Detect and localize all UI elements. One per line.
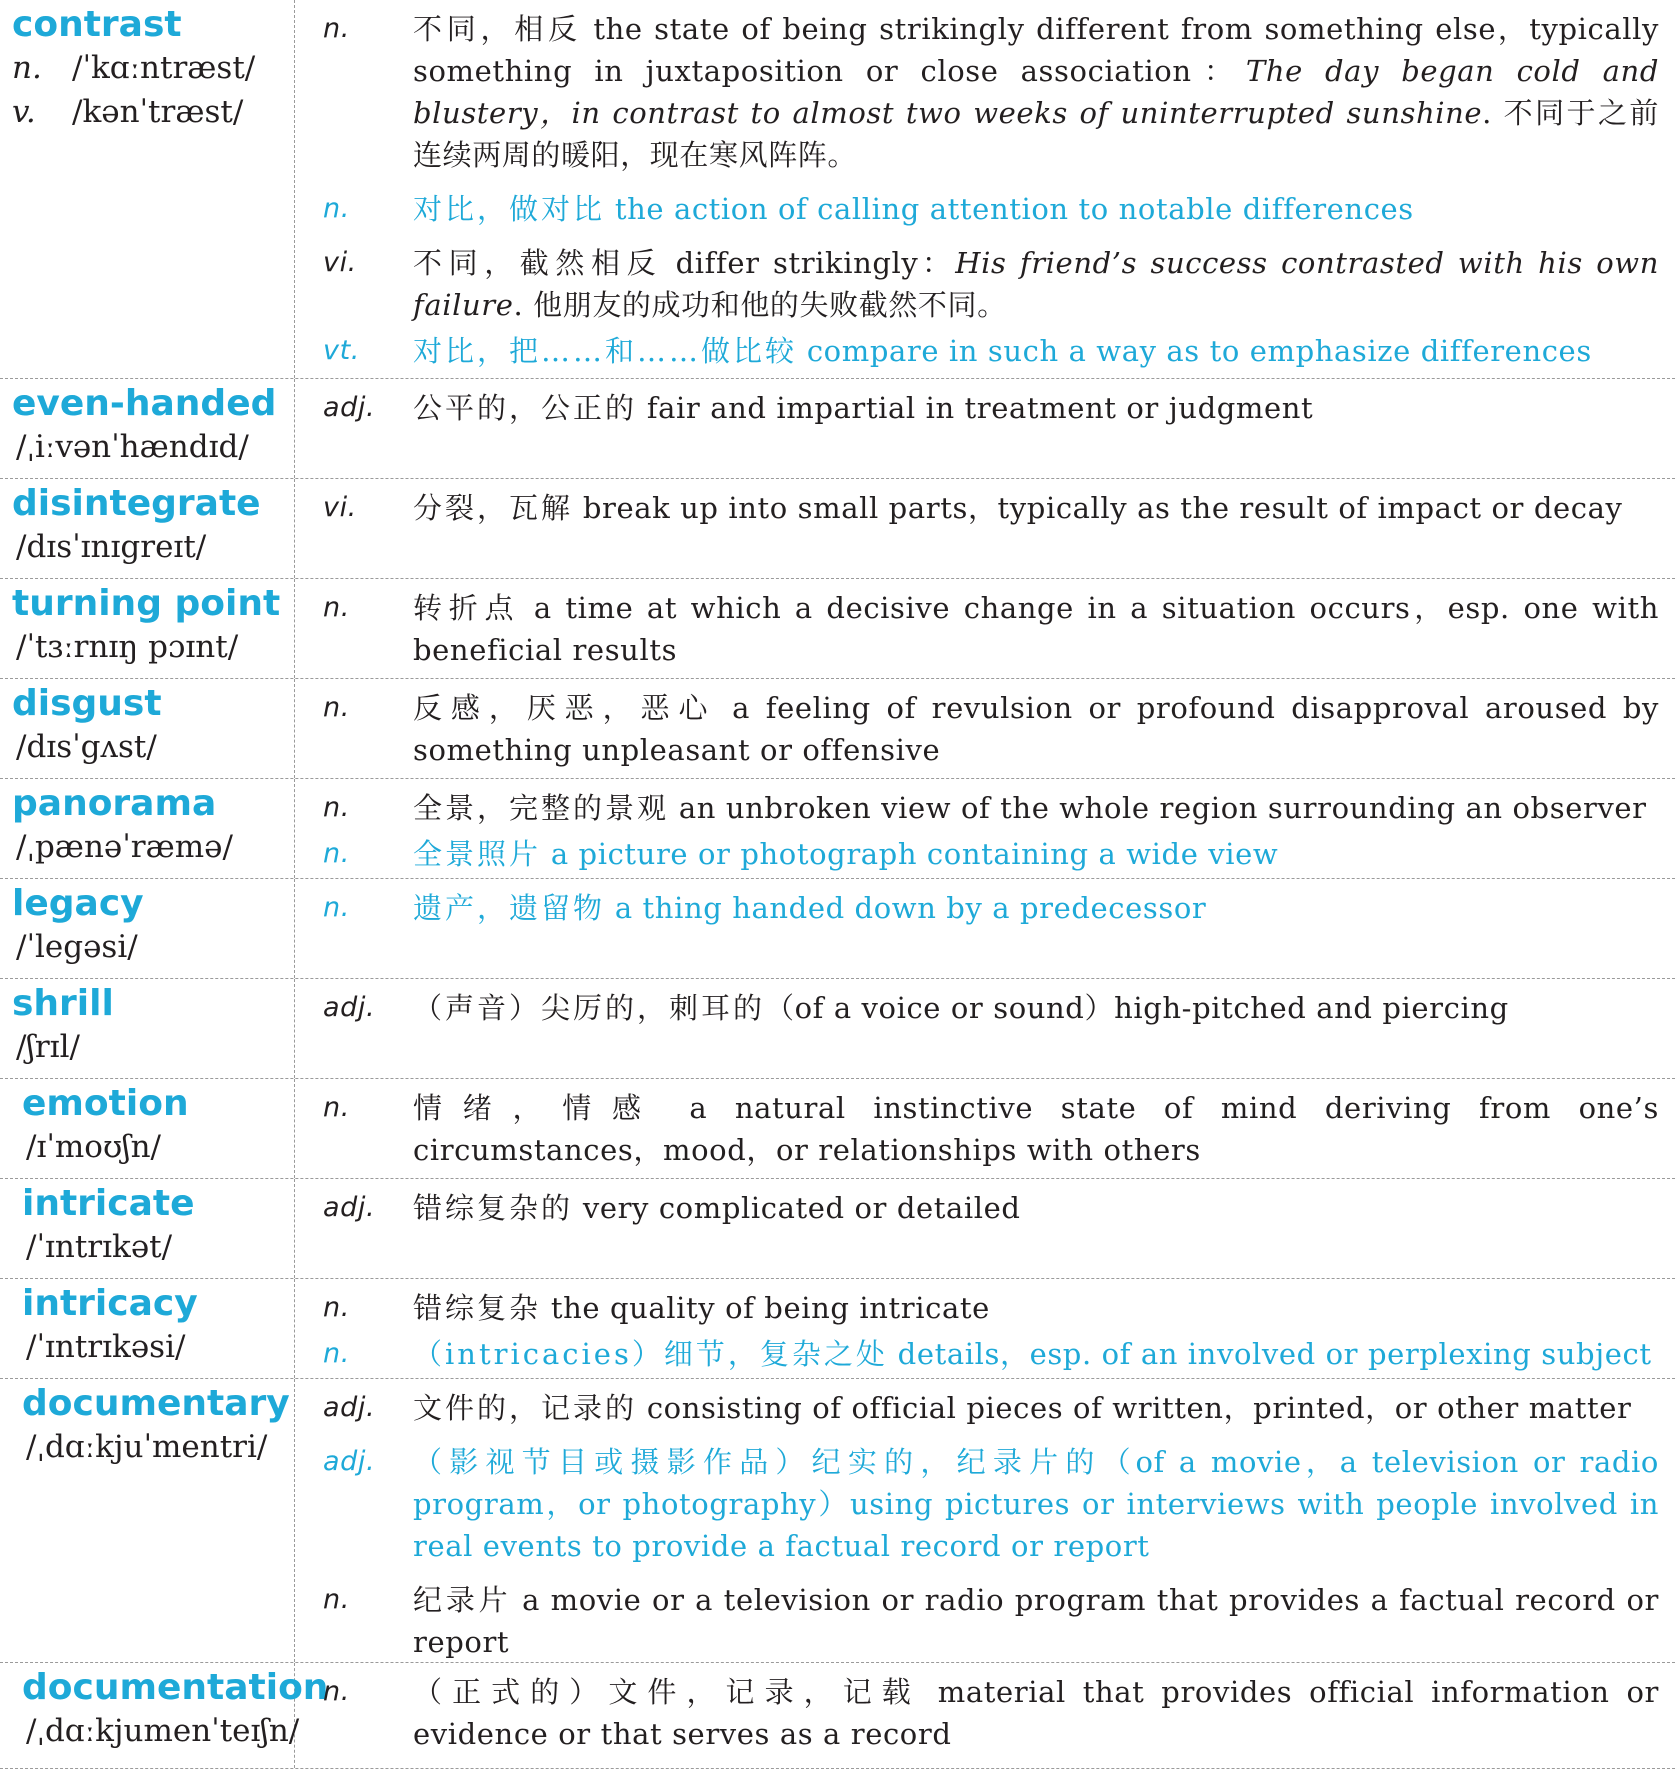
chinese-gloss: 错综复杂 (413, 1291, 542, 1325)
headword-cell (0, 779, 295, 878)
entry-row (0, 1079, 1675, 1179)
entry-row (0, 679, 1675, 779)
chinese-gloss: 分裂，瓦解 (413, 491, 574, 525)
pronunciation (12, 725, 288, 769)
pronunciation (12, 625, 288, 669)
definition-cell (295, 0, 1675, 378)
pronunciation (12, 46, 288, 90)
definition-text (413, 487, 1659, 529)
sense (295, 330, 1659, 372)
definition-cell (295, 1079, 1675, 1178)
sense (295, 1087, 1659, 1171)
definition-text (413, 887, 1659, 929)
part-of-speech: vi. (323, 247, 357, 278)
pronunciation (22, 1225, 288, 1269)
entry-row (0, 579, 1675, 679)
definition-cell (295, 1179, 1675, 1278)
english-definition: very complicated or detailed (573, 1191, 1021, 1225)
sense (295, 1187, 1659, 1229)
definition-cell (295, 1279, 1675, 1378)
english-definition: details，esp. of an involved or perplexing subject (887, 1337, 1652, 1371)
part-of-speech: adj. (323, 1192, 376, 1223)
ipa-text: /ˈɪntrɪkəsi/ (26, 1329, 186, 1365)
english-definition: fair and impartial in treatment or judgment (637, 391, 1314, 425)
english-definition: the quality of being intricate (541, 1291, 990, 1325)
english-definition: the action of calling attention to notable differences (605, 192, 1414, 226)
chinese-gloss: 反感，厌恶，恶心 (413, 691, 717, 725)
pronunciation-pos: v. (12, 94, 36, 130)
sense (295, 687, 1659, 771)
ipa-text: /dɪsˈgʌst/ (16, 729, 157, 765)
sense (295, 1441, 1659, 1567)
chinese-gloss: 对比，做对比 (413, 192, 606, 226)
headword-cell (0, 479, 295, 578)
ipa-text: /ɪˈmoʊʃn/ (26, 1129, 161, 1165)
definition-cell (295, 879, 1675, 978)
chinese-gloss: （影视节目或摄影作品）纪实的，纪录片的 (413, 1445, 1102, 1479)
headword-cell (0, 579, 295, 678)
chinese-gloss: （intricacies）细节，复杂之处 (413, 1337, 888, 1371)
ipa-text: /ʃrɪl/ (16, 1029, 80, 1065)
sense (295, 1579, 1659, 1663)
part-of-speech: n. (323, 1338, 350, 1369)
headword: disintegrate (12, 483, 261, 524)
headword-cell (0, 1079, 295, 1178)
headword-cell (0, 1663, 329, 1768)
headword: emotion (22, 1083, 189, 1124)
part-of-speech: n. (323, 1292, 350, 1323)
chinese-gloss: 公平的，公正的 (413, 391, 638, 425)
sense (295, 1387, 1659, 1429)
sense (295, 987, 1659, 1029)
part-of-speech: adj. (323, 992, 376, 1023)
chinese-gloss: 不同，相反 (413, 12, 582, 46)
definition-cell (295, 379, 1675, 478)
ipa-text: /ˌdɑːkjumenˈteɪʃn/ (26, 1713, 300, 1749)
chinese-gloss: 错综复杂的 (413, 1191, 574, 1225)
part-of-speech: n. (323, 1676, 350, 1707)
entry-row (0, 479, 1675, 579)
pronunciation (22, 1709, 300, 1753)
english-definition: material that provides official information or evidence or that serves as a record (413, 1675, 1659, 1751)
sense (295, 787, 1659, 829)
ipa-text: /ˌpænəˈræmə/ (16, 829, 233, 865)
definition-cell (295, 779, 1675, 878)
example-sentence: His friend’s success contrasted with his own failure (413, 246, 1659, 322)
part-of-speech: n. (323, 592, 350, 623)
part-of-speech: n. (323, 892, 350, 923)
part-of-speech: n. (323, 692, 350, 723)
example-translation: . 他朋友的成功和他的失败截然不同。 (513, 288, 1007, 322)
part-of-speech: vi. (323, 492, 357, 523)
ipa-text: /ˈkɑːntræst/ (72, 50, 256, 86)
sense (295, 487, 1659, 529)
english-definition: a feeling of revulsion or profound disapproval aroused by something unpleasant or offensive (413, 691, 1659, 767)
sense (295, 242, 1659, 326)
headword-cell (0, 1179, 295, 1278)
ipa-text: /dɪsˈɪnɪgreɪt/ (16, 529, 207, 565)
definition-text (413, 1287, 1659, 1329)
definition-text (413, 1087, 1659, 1171)
pronunciation (12, 425, 288, 469)
headword: documentation (22, 1667, 329, 1708)
english-definition: （of a movie，a television or radio program，or photography）using pictures or interviews with people involved in real events to provide a factual record or report (413, 1445, 1659, 1563)
entry-row (0, 1663, 1675, 1769)
definition-text (413, 330, 1659, 372)
sense (295, 1671, 1659, 1755)
headword: panorama (12, 783, 217, 824)
part-of-speech: n. (323, 13, 350, 44)
sense (295, 587, 1659, 671)
english-definition: a thing handed down by a predecessor (605, 891, 1207, 925)
part-of-speech: n. (323, 1092, 350, 1123)
definition-text (413, 387, 1659, 429)
definition-cell (295, 479, 1675, 578)
part-of-speech: adj. (323, 1446, 376, 1477)
chinese-gloss: 对比，把……和……做比较 (413, 334, 798, 368)
sense (295, 387, 1659, 429)
headword: disgust (12, 683, 162, 724)
chinese-gloss: 转折点 (413, 591, 521, 625)
sense (295, 1287, 1659, 1329)
entry-row (0, 379, 1675, 479)
part-of-speech: n. (323, 193, 350, 224)
definition-text (413, 587, 1659, 671)
english-definition: a natural instinctive state of mind deriving from one’s circumstances，mood，or relationships with others (413, 1091, 1659, 1167)
definition-text (413, 687, 1659, 771)
headword-cell (0, 979, 295, 1078)
definition-cell (295, 1379, 1675, 1662)
definition-text (413, 188, 1659, 230)
part-of-speech: n. (323, 838, 350, 869)
chinese-gloss: （声音）尖厉的，刺耳的 (413, 991, 766, 1025)
headword-cell (0, 379, 295, 478)
english-definition: compare in such a way as to emphasize differences (797, 334, 1592, 368)
headword: legacy (12, 883, 144, 924)
entry-row (0, 779, 1675, 879)
sense (295, 1333, 1659, 1375)
ipa-text: /ˈɪntrɪkət/ (26, 1229, 173, 1265)
ipa-text: /ˌdɑːkjuˈmentri/ (26, 1429, 268, 1465)
definition-text (413, 242, 1659, 326)
headword-cell (0, 679, 295, 778)
pronunciation (12, 90, 288, 134)
chinese-gloss: 情绪，情感 (413, 1091, 662, 1125)
definition-text (413, 833, 1659, 875)
ipa-text: /ˈtɜːrnɪŋ pɔɪnt/ (16, 629, 239, 665)
headword: turning point (12, 583, 281, 624)
example-sentence: The day began cold and blustery，in contrast to almost two weeks of uninterrupted sunshine (413, 54, 1659, 130)
english-definition: a time at which a decisive change in a situation occurs，esp. one with beneficial results (413, 591, 1659, 667)
pronunciation (12, 525, 288, 569)
ipa-text: /ˌiːvənˈhændɪd/ (16, 429, 249, 465)
definition-cell (295, 979, 1675, 1078)
headword: intricate (22, 1183, 195, 1224)
pronunciation (22, 1125, 288, 1169)
definition-text (413, 1187, 1659, 1229)
part-of-speech: n. (323, 1584, 350, 1615)
chinese-gloss: 全景照片 (413, 837, 542, 871)
english-definition: break up into small parts，typically as the result of impact or decay (573, 491, 1623, 525)
headword-cell (0, 0, 295, 378)
headword: shrill (12, 983, 114, 1024)
english-definition: an unbroken view of the whole region surrounding an observer (669, 791, 1647, 825)
entry-row (0, 979, 1675, 1079)
definition-cell (295, 679, 1675, 778)
ipa-text: /ˈlegəsi/ (16, 929, 138, 965)
sense (295, 833, 1659, 875)
headword-cell (0, 1279, 295, 1378)
part-of-speech: vt. (323, 335, 360, 366)
chinese-gloss: 不同，截然相反 (413, 246, 663, 280)
definition-text (413, 1387, 1659, 1429)
entry-row (0, 879, 1675, 979)
headword: intricacy (22, 1283, 198, 1324)
definition-text (413, 8, 1659, 176)
part-of-speech: n. (323, 792, 350, 823)
entry-row (0, 0, 1675, 379)
pronunciation-pos: n. (12, 50, 42, 86)
part-of-speech: adj. (323, 392, 376, 423)
definition-cell (295, 1663, 1675, 1768)
headword: documentary (22, 1383, 290, 1424)
definition-cell (295, 579, 1675, 678)
example-translation: . 不同于之前连续两周的暖阳，现在寒风阵阵。 (413, 96, 1660, 172)
definition-text (413, 1579, 1659, 1663)
english-definition: consisting of official pieces of written，printed，or other matter (637, 1391, 1632, 1425)
definition-text (413, 1441, 1659, 1567)
part-of-speech: adj. (323, 1392, 376, 1423)
english-definition: a picture or photograph containing a wide view (541, 837, 1279, 871)
pronunciation (22, 1425, 288, 1469)
ipa-text: /kənˈtræst/ (72, 94, 244, 130)
headword: even-handed (12, 383, 277, 424)
english-definition: differ strikingly： (662, 246, 956, 280)
entry-row (0, 1379, 1675, 1663)
english-definition: （of a voice or sound）high-pitched and piercing (765, 991, 1509, 1025)
headword-cell (0, 879, 295, 978)
pronunciation (12, 1025, 288, 1069)
chinese-gloss: 文件的，记录的 (413, 1391, 638, 1425)
chinese-gloss: 纪录片 (413, 1583, 512, 1617)
headword: contrast (12, 4, 182, 45)
pronunciation (22, 1325, 288, 1369)
english-definition: the state of being strikingly different from something else，typically something in juxtaposition or close association： (413, 12, 1659, 88)
headword-cell (0, 1379, 295, 1662)
definition-text (413, 987, 1659, 1029)
definition-text (413, 1671, 1659, 1755)
entry-row (0, 1179, 1675, 1279)
pronunciation (12, 925, 288, 969)
definition-text (413, 1333, 1659, 1375)
english-definition: a movie or a television or radio program that provides a factual record or report (413, 1583, 1659, 1659)
definition-text (413, 787, 1659, 829)
pronunciation (12, 825, 288, 869)
chinese-gloss: 全景，完整的景观 (413, 791, 670, 825)
entry-row (0, 1279, 1675, 1379)
sense (295, 188, 1659, 230)
sense (295, 8, 1659, 176)
chinese-gloss: 遗产，遗留物 (413, 891, 606, 925)
chinese-gloss: （正式的）文件，记录，记载 (413, 1675, 921, 1709)
sense (295, 887, 1659, 929)
